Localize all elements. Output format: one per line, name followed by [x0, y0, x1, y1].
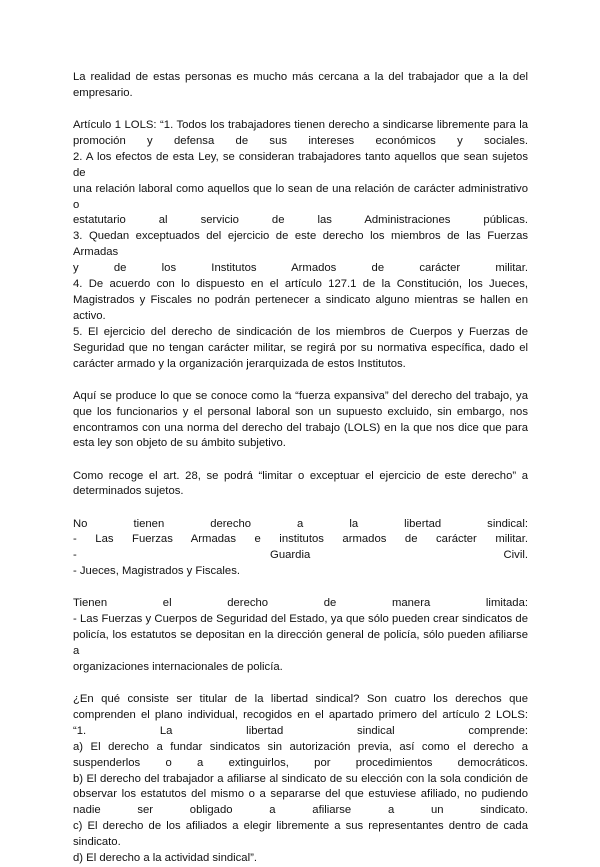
text-line: a) El derecho a fundar sindicatos sin autorización previa, así como el derecho a [73, 740, 528, 753]
paragraph-spacer [73, 500, 528, 516]
text-line: ¿En qué consiste ser titular de la libertad sindical? Son cuatro los derechos que [73, 693, 528, 706]
text-line: promoción y defensa de sus intereses económicos y sociales. [73, 134, 528, 147]
text-line: empresario. [73, 86, 133, 99]
text-line: Como recoge el art. 28, se podrá “limitar o exceptuar el ejercicio de este derecho” a [73, 469, 528, 482]
text-line: suspenderlos o a extinguirlos, por procedimientos democráticos. [73, 756, 528, 769]
paragraph-spacer [73, 452, 528, 468]
paragraph-spacer [73, 580, 528, 596]
text-line: activo. [73, 309, 106, 322]
text-line: b) El derecho del trabajador a afiliarse al sindicato de su elección con la sola condición de [73, 772, 528, 785]
text-line: que los funcionarios y el personal laboral son un supuesto excluido, sin embargo, nos [73, 405, 528, 418]
paragraph [73, 692, 528, 867]
text-line: 2. A los efectos de esta Ley, se consideran trabajadores tanto aquellos que sean sujetos de [73, 150, 528, 179]
text-line: 3. Quedan exceptuados del ejercicio de este derecho los miembros de las Fuerzas Armadas [73, 230, 528, 259]
text-line: observar los estatutos del mismo o a separarse del que estuviese afiliado, no pudiendo [73, 788, 528, 801]
text-line: Aquí se produce lo que se conoce como la “fuerza expansiva” del derecho del trabajo, ya [73, 389, 528, 402]
paragraph-spacer [73, 676, 528, 692]
text-line: y de los Institutos Armados de carácter militar. [73, 262, 528, 275]
paragraph [73, 118, 528, 373]
text-line: Seguridad que no tengan carácter militar, se regirá por su normativa específica, dado el [73, 341, 528, 354]
text-line: “1. La libertad sindical comprende: [73, 724, 528, 737]
paragraph [73, 469, 528, 501]
paragraph [73, 389, 528, 453]
text-line: 5. El ejercicio del derecho de sindicación de los miembros de Cuerpos y Fuerzas de [73, 325, 528, 338]
text-line: comprenden el plano individual, recogidos en el apartado primero del artículo 2 LOLS: [73, 708, 528, 721]
text-line: nadie ser obligado a afiliarse a un sindicato. [73, 804, 528, 817]
text-line: encontramos con una norma del derecho del trabajo (LOLS) en la que nos dice que para [73, 421, 528, 434]
text-line: Tienen el derecho de manera limitada: [73, 597, 528, 610]
text-line: carácter armado y la organización jerarquizada de estos Institutos. [73, 357, 406, 370]
paragraph-spacer [73, 373, 528, 389]
paragraph [73, 517, 528, 581]
text-line: c) El derecho de los afiliados a elegir libremente a sus representantes dentro de cada [73, 820, 528, 833]
paragraph-spacer [73, 102, 528, 118]
text-line: No tienen derecho a la libertad sindical: [73, 517, 528, 530]
paragraph [73, 70, 528, 102]
text-line: La realidad de estas personas es mucho más cercana a la del trabajador que a la del [73, 71, 528, 83]
text-line: determinados sujetos. [73, 485, 184, 498]
text-line: Magistrados y Fiscales no podrán pertenecer a sindicato alguno mientras se hallen en [73, 293, 528, 306]
text-line: - Guardia Civil. [73, 549, 528, 562]
text-line: estatutario al servicio de las Administraciones públicas. [73, 214, 528, 227]
text-line: 4. De acuerdo con lo dispuesto en el artículo 127.1 de la Constitución, los Jueces, [73, 278, 528, 291]
text-line: - Las Fuerzas Armadas e institutos armados de carácter militar. [73, 533, 528, 546]
text-line: - Las Fuerzas y Cuerpos de Seguridad del Estado, ya que sólo pueden crear sindicatos de [73, 613, 528, 626]
document-body [73, 70, 528, 867]
paragraph [73, 596, 528, 676]
text-line: - Jueces, Magistrados y Fiscales. [73, 565, 240, 578]
text-line: una relación laboral como aquellos que lo sean de una relación de carácter administrativo o [73, 182, 528, 211]
text-line: sindicato. [73, 836, 121, 849]
text-line: esta ley son objeto de su ámbito subjetivo. [73, 437, 286, 450]
text-line: organizaciones internacionales de policía. [73, 660, 283, 673]
text-line: Artículo 1 LOLS: “1. Todos los trabajadores tienen derecho a sindicarse libremente para la [73, 119, 528, 131]
text-line: policía, los estatutos se depositan en la dirección general de policía, sólo pueden afiliarse a [73, 629, 528, 658]
text-line: d) El derecho a la actividad sindical”. [73, 852, 257, 865]
